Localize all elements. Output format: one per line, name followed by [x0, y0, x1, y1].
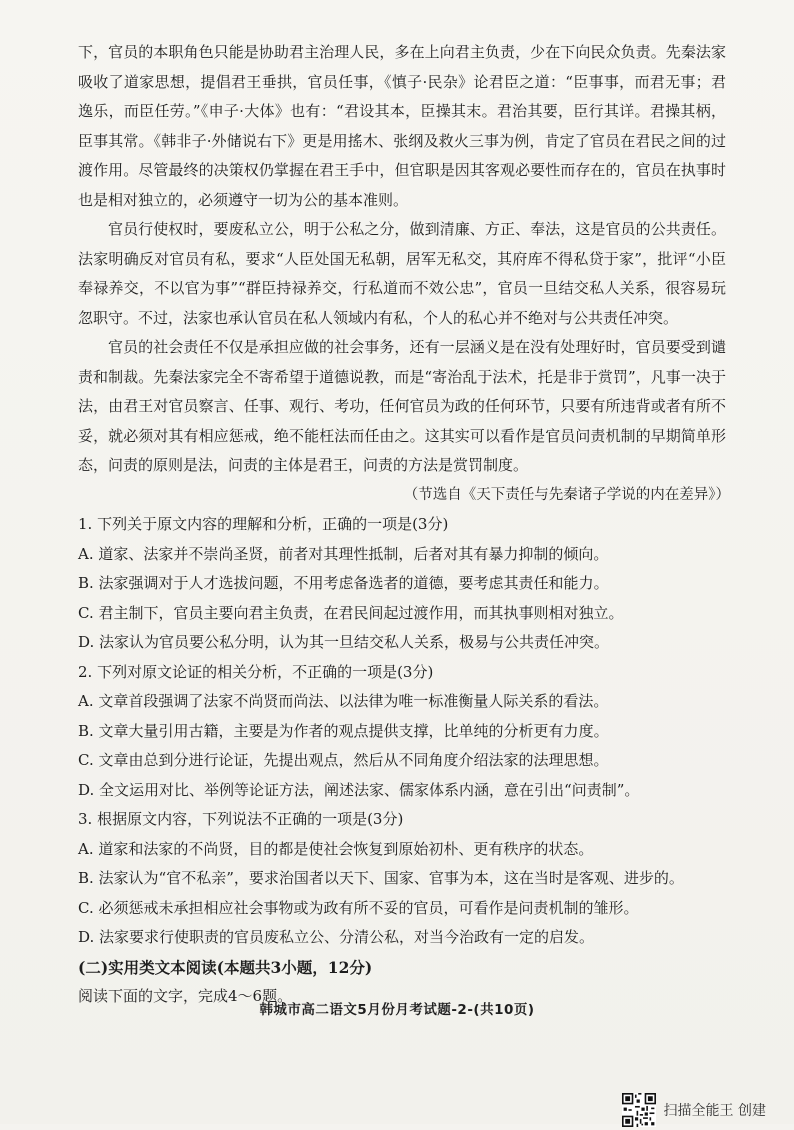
question-stem: 1. 下列关于原文内容的理解和分析，正确的一项是(3分): [78, 515, 449, 533]
passage-paragraph-2: 官员行使权时，要废私立公，明于公私之分，做到清廉、方正、奉法，这是官员的公共责任。法家明确反对官员有私，要求“人臣处国无私朝，居军无私交，其府库不得私贷于家”，批评“小臣奉禄养交，不以官为事”“群臣持禄养交，行私道而不效公忠”，官员一旦结交私人关系，很容易玩忽职守。不过，法家也承认官员在私人领域内有私，个人的私心并不绝对与公共责任冲突。: [78, 220, 726, 327]
question-option: A. 道家和法家的不尚贤，目的都是使社会恢复到原始初朴、更有秩序的状态。: [78, 839, 594, 858]
question-stem: 3. 根据原文内容，下列说法不正确的一项是(3分): [78, 810, 404, 828]
question-option: D. 法家要求行使职责的官员废私立公、分清公私，对当今治政有一定的启发。: [78, 928, 595, 946]
question-option: C. 必须惩戒未承担相应社会事物或为政有所不妥的官员，可看作是问责机制的雏形。: [78, 898, 639, 917]
question-option: B. 法家强调对于人才选拔问题，不用考虑备选者的道德，要考虑其责任和能力。: [78, 574, 609, 592]
question-option: C. 君主制下，官员主要向君主负责，在君民间起过渡作用，而其执事则相对独立。: [78, 603, 624, 622]
question-1: [78, 510, 726, 658]
watermark-text: 扫描全能王 创建: [663, 1103, 766, 1119]
question-option: C. 文章由总到分进行论证，先提出观点，然后从不同角度介绍法家的法理思想。: [78, 751, 609, 769]
scanner-watermark: [622, 1090, 766, 1130]
question-option: D. 法家认为官员要公私分明，认为其一旦结交私人关系，极易与公共责任冲突。: [78, 633, 610, 651]
question-option: D. 全文运用对比、举例等论证方法，阐述法家、儒家体系内涵，意在引出“问责制”。: [78, 780, 640, 799]
question-option: A. 文章首段强调了法家不尚贤而尚法、以法律为唯一标准衡量人际关系的看法。: [78, 692, 609, 710]
passage-paragraph-3: 官员的社会责任不仅是承担应做的社会事务，还有一层涵义是在没有处理好时，官员要受到谴责和制裁。先秦法家完全不寄希望于道德说教，而是“寄治乱于法术，托是非于赏罚”，凡事一决于法，由君王对官员察言、任事、观行、考功，任何官员为政的任何环节，只要有所违背或者有所不妥，就必须对其有相应惩戒，绝不能枉法而任由之。这其实可以看作是官员问责机制的早期简单形态，问责的原则是法，问责的主体是君王，问责的方法是赏罚制度。: [78, 338, 726, 474]
passage-paragraph-1: 下，官员的本职角色只能是协助君主治理人民，多在上向君主负责，少在下向民众负责。先秦法家吸收了道家思想，提倡君王垂拱，官员任事，《慎子·民杂》论君臣之道：“臣事事，而君无事；君逸乐，而臣任劳。”《申子·大体》也有：“君设其本，臣操其末。君治其要，臣行其详。君操其柄，臣事其常。《韩非子·外储说右下》更是用搖木、张纲及救火三事为例，肯定了官员在君民之间的过渡作用。尽管最终的决策权仍掌握在君王手中，但官职是因其客观必要性而存在的，官员在执事时也是相对独立的，必须遵守一切为公的基本准则。: [78, 43, 726, 209]
question-stem: 2. 下列对原文论证的相关分析，不正确的一项是(3分): [78, 662, 434, 681]
question-option: B. 法家认为“官不私亲”，要求治国者以天下、国家、官事为本，这在当时是客观、进步的。: [78, 869, 684, 887]
passage-source: （节选自《天下责任与先秦诸子学说的内在差异》）: [403, 486, 730, 503]
section-instruction: 阅读下面的文字，完成4～6题。: [78, 987, 293, 1005]
qr-code-icon: [622, 1093, 656, 1127]
page-footer: 韩城市高二语文5月份月考试题-2-(共10页): [259, 1002, 535, 1018]
question-2: [78, 658, 726, 806]
question-option: B. 文章大量引用古籍，主要是为作者的观点提供支撑，比单纯的分析更有力度。: [78, 721, 609, 740]
page-content: [78, 38, 730, 1012]
section-heading: (二)实用类文本阅读(本题共3小题，12分): [78, 957, 373, 977]
question-option: A. 道家、法家并不崇尚圣贤，前者对其理性抵制，后者对其有暴力抑制的倾向。: [78, 544, 609, 563]
question-3: [78, 805, 726, 953]
